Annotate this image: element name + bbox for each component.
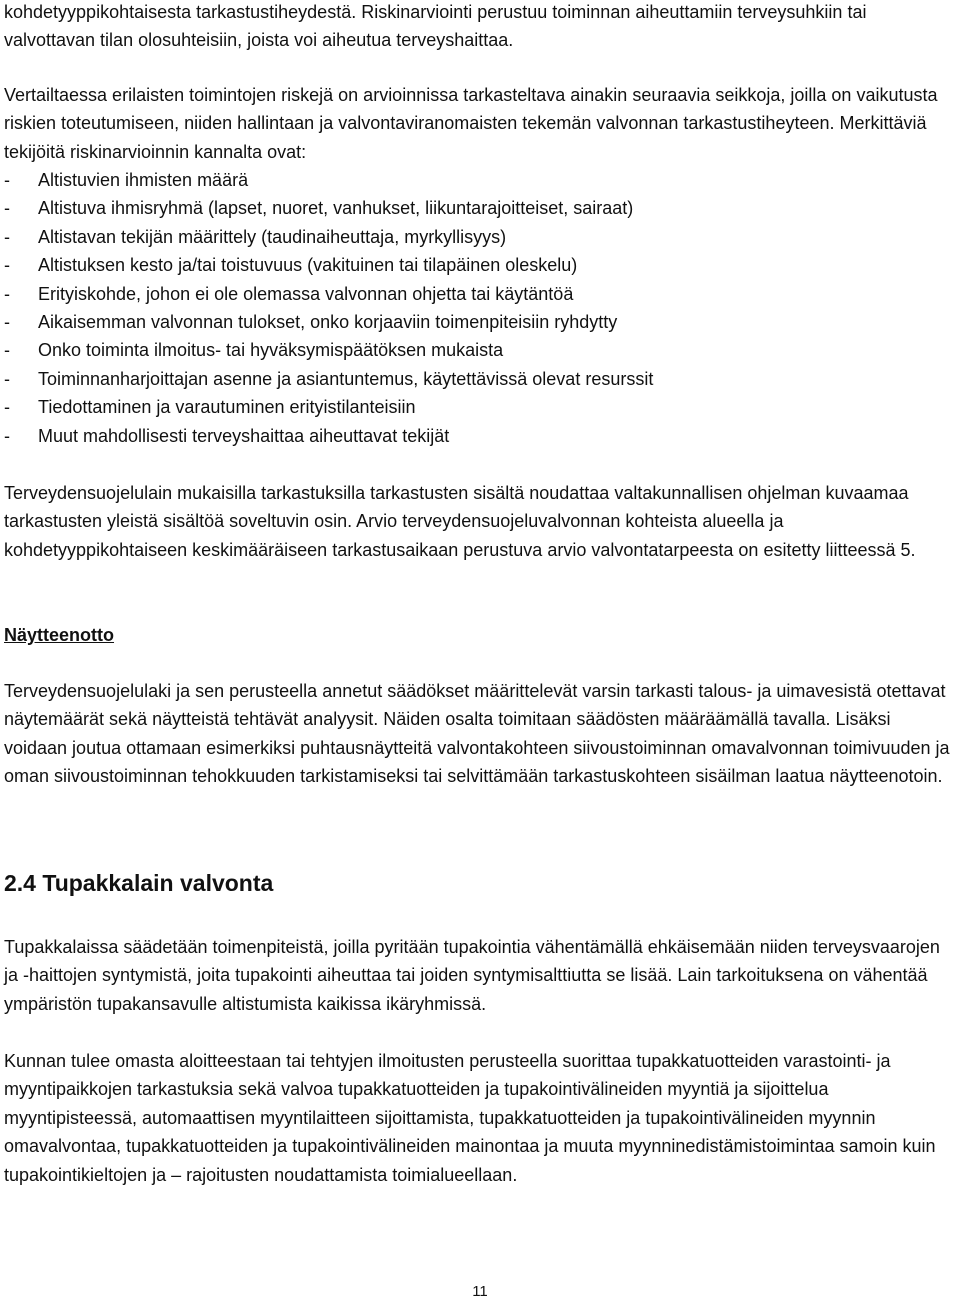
list-item-text: Altistuksen kesto ja/tai toistuvuus (vakituinen tai tilapäinen oleskelu) [38,255,578,276]
list-item [4,194,653,222]
list-item [4,223,653,251]
list-item [4,308,653,336]
list-item [4,251,653,279]
list-item-text: Toiminnanharjoittajan asenne ja asiantuntemus, käytettävissä olevat resurssit [38,368,654,389]
page-number: 11 [472,1283,488,1300]
list-item [4,422,653,450]
bullet-dash: - [4,397,10,418]
list-item-text: Aikaisemman valvonnan tulokset, onko korjaaviin toimenpiteisiin ryhdytty [38,312,618,333]
paragraph-sampling: Terveydensuojelulaki ja sen perusteella annetut säädökset määrittelevät varsin tarkasti talous- ja uimavesistä otettavat näytemäärät sekä näytteistä tehtävät analyysit. Näiden osalta toimitaan säädösten määräämällä tavalla. Lisäksi voidaan joutua ottamaan esimerkiksi puhtausnäytteitä valvontakohteen siivoustoiminnan omavalvonnan toimivuuden ja oman siivoustoiminnan tehokkuuden tarkistamiseksi tai selvittämään tarkastuskohteen sisäilman laatua näytteenotoin. [4,681,950,787]
bullet-dash: - [4,226,10,247]
list-item-text: Altistuvien ihmisten määrä [38,170,249,190]
bullet-dash: - [4,255,10,276]
bullet-dash: - [4,170,10,190]
list-item [4,365,653,393]
list-item-text: Tiedottaminen ja varautuminen erityistilanteisiin [38,397,416,418]
list-item-text: Altistavan tekijän määrittely (taudinaiheuttaja, myrkyllisyys) [38,226,507,247]
bullet-dash: - [4,340,10,361]
bullet-dash: - [4,283,10,304]
paragraph-municipal-duties: Kunnan tulee omasta aloitteestaan tai tehtyjen ilmoitusten perusteella suorittaa tupakkatuotteiden varastointi- ja myyntipaikkojen tarkastuksia sekä valvoa tupakkatuotteiden ja tupakointivälineiden myyntiä ja sijoittelua myyntipisteessä, automaattisen myyntilaitteen sijoittamista, tupakkatuotteiden ja tupakointivälineiden myynnin omavalvontaa, tupakkatuotteiden ja tupakointivälineiden mainontaa ja muuta myynninedistämistoimintaa samoin kuin tupakointikieltojen ja – rajoitusten noudattamista toimialueellaan. [4,1051,936,1185]
paragraph-risk-basis: kohdetyyppikohtaisesta tarkastustiheydestä. Riskinarviointi perustuu toiminnan aiheuttamiin terveysuhkiin tai valvottavan tilan olosuhteisiin, joista voi aiheutua terveyshaittaa. [4,2,867,51]
list-item-text: Onko toiminta ilmoitus- tai hyväksymispäätöksen mukaista [38,340,504,361]
list-item [4,280,653,308]
bullet-dash: - [4,198,10,219]
list-item-text: Altistuva ihmisryhmä (lapset, nuoret, vanhukset, liikuntarajoitteiset, sairaat) [38,198,634,219]
paragraph-tobacco-law: Tupakkalaissa säädetään toimenpiteistä, joilla pyritään tupakointia vähentämällä ehkäisemään niiden terveysvaarojen ja -haittojen syntymistä, joita tupakointi aiheuttaa tai joiden syntymisalttiutta se lisää. Lain tarkoituksena on vähentää ympäristön tupakansavulle altistumista kaikissa ikäryhmissä. [4,937,940,1014]
paragraph-inspection-content: Terveydensuojelulain mukaisilla tarkastuksilla tarkastusten sisältä noudattaa valtakunnallisen ohjelman kuvaamaa tarkastusten yleistä sisältöä soveltuvin osin. Arvio terveydensuojeluvalvonnan kohteista alueella ja kohdetyyppikohtaiseen keskimääräiseen tarkastusaikaan perustuva arvio valvontatarpeesta on esitetty liitteessä 5. [4,483,916,560]
bullet-dash: - [4,368,10,389]
section-heading-tobacco: 2.4 Tupakkalain valvonta [4,870,274,896]
list-item [4,336,653,364]
list-item [4,166,653,194]
list-item-text: Erityiskohde, johon ei ole olemassa valvonnan ohjetta tai käytäntöä [38,283,574,304]
risk-factor-list [4,166,653,450]
paragraph-risk-comparison: Vertailtaessa erilaisten toimintojen riskejä on arvioinnissa tarkasteltava ainakin seuraavia seikkoja, joilla on vaikutusta riskien toteutumiseen, niiden hallintaan ja valvontaviranomaisten tekemän valvonnan tarkastustiheyteen. Merkittäviä tekijöitä riskinarvioinnin kannalta ovat: [4,85,938,162]
list-item [4,393,653,421]
list-item-text: Muut mahdollisesti terveyshaittaa aiheuttavat tekijät [38,425,450,446]
subheading-sampling: Näytteenotto [4,625,115,645]
bullet-dash: - [4,312,10,333]
bullet-dash: - [4,425,10,446]
